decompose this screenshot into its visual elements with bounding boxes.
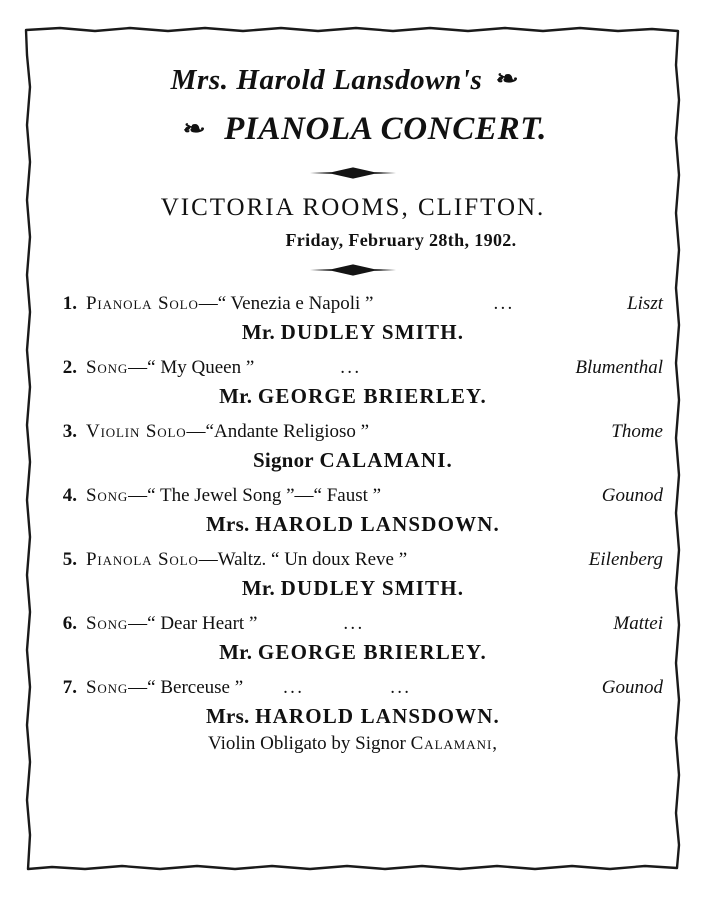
item-number: 1. (62, 293, 77, 314)
item-leader: ... (343, 613, 365, 634)
item-description (86, 421, 601, 443)
item-performer (43, 448, 663, 473)
item-number: 4. (62, 485, 77, 506)
item-description (86, 613, 603, 635)
lozenge-divider-top (43, 166, 663, 180)
item-description (86, 677, 592, 699)
performer-honorific: Signor (253, 448, 314, 472)
lozenge-icon (310, 166, 396, 180)
item-type: Violin Solo (86, 421, 187, 442)
performer-name: DUDLEY SMITH. (280, 320, 465, 344)
performer-honorific: Mr. (219, 640, 253, 664)
fleuron-ornament-icon: ❧ (182, 115, 207, 141)
performer-name: CALAMANI. (319, 448, 453, 472)
item-composer: Gounod (601, 677, 663, 698)
item-leader-secondary: ... (390, 677, 412, 698)
item-performer (43, 640, 663, 665)
item-leader: ... (340, 357, 362, 378)
item-number: 7. (62, 677, 77, 698)
item-leader: ... (283, 677, 305, 698)
obligato-note-performer: Calamani, (410, 733, 498, 754)
programme-item (43, 549, 663, 601)
performer-name: GEORGE BRIERLEY. (257, 640, 487, 664)
item-type: Song (86, 613, 129, 634)
concert-title-text: PIANOLA CONCERT. (224, 111, 547, 147)
item-composer: Blumenthal (575, 357, 663, 378)
item-title: “ Venezia e Napoli ” (217, 293, 374, 314)
item-performer (43, 512, 663, 537)
item-title: Waltz. “ Un doux Reve ” (217, 549, 408, 570)
item-title: “ Berceuse ” (147, 677, 244, 698)
item-title: “ The Jewel Song ”—“ Faust ” (147, 485, 382, 506)
item-performer (43, 384, 663, 409)
lozenge-divider-bottom (43, 263, 663, 277)
item-description (86, 293, 617, 315)
item-separator: — (128, 613, 148, 634)
item-composer: Liszt (627, 293, 663, 314)
item-type: Song (86, 357, 129, 378)
performer-honorific: Mrs. (206, 512, 250, 536)
item-description (86, 357, 565, 379)
programme-content (33, 30, 673, 862)
item-performer (43, 576, 663, 601)
item-number: 6. (62, 613, 77, 634)
item-type: Pianola Solo (86, 549, 199, 570)
programme-item (43, 677, 663, 755)
concert-host-name: Mrs. Harold Lansdown's (170, 64, 483, 96)
item-composer: Mattei (613, 613, 663, 634)
item-title: “ My Queen ” (147, 357, 255, 378)
venue-location: VICTORIA ROOMS, CLIFTON. (160, 194, 546, 221)
item-description (86, 549, 579, 571)
item-composer: Thome (611, 421, 663, 442)
programme-item (43, 613, 663, 665)
item-number: 3. (62, 421, 77, 442)
item-type: Pianola Solo (86, 293, 199, 314)
item-leader: ... (493, 293, 515, 314)
lozenge-icon (310, 263, 396, 277)
performer-name: GEORGE BRIERLEY. (257, 384, 487, 408)
item-separator: — (198, 293, 218, 314)
programme-list (43, 293, 663, 755)
item-type: Song (86, 485, 129, 506)
concert-date: Friday, February 28th, 1902. (285, 230, 517, 250)
item-separator: — (128, 485, 148, 506)
item-separator: — (186, 421, 206, 442)
performer-honorific: Mr. (241, 320, 275, 344)
item-description (86, 485, 592, 507)
item-number: 2. (62, 357, 77, 378)
item-title: “ Dear Heart ” (147, 613, 258, 634)
performer-name: DUDLEY SMITH. (280, 576, 465, 600)
obligato-note-prefix: Violin Obligato by Signor (208, 733, 406, 754)
item-type: Song (86, 677, 129, 698)
programme-item (43, 421, 663, 473)
item-performer (43, 704, 663, 729)
performer-name: HAROLD LANSDOWN. (255, 704, 500, 728)
item-composer: Gounod (601, 485, 663, 506)
concert-title-line-2 (43, 111, 663, 148)
performer-honorific: Mr. (219, 384, 253, 408)
programme-item (43, 357, 663, 409)
performer-honorific: Mr. (241, 576, 275, 600)
item-title: “Andante Religioso ” (205, 421, 370, 442)
performer-honorific: Mrs. (206, 704, 250, 728)
obligato-note (43, 733, 663, 755)
item-separator: — (198, 549, 218, 570)
performer-name: HAROLD LANSDOWN. (255, 512, 500, 536)
item-separator: — (128, 677, 148, 698)
item-number: 5. (62, 549, 77, 570)
concert-title-line-1 (43, 64, 663, 97)
fleuron-ornament-icon: ❧ (495, 65, 520, 91)
item-separator: — (128, 357, 148, 378)
programme-item (43, 293, 663, 345)
item-performer (43, 320, 663, 345)
programme-item (43, 485, 663, 537)
item-composer: Eilenberg (588, 549, 663, 570)
